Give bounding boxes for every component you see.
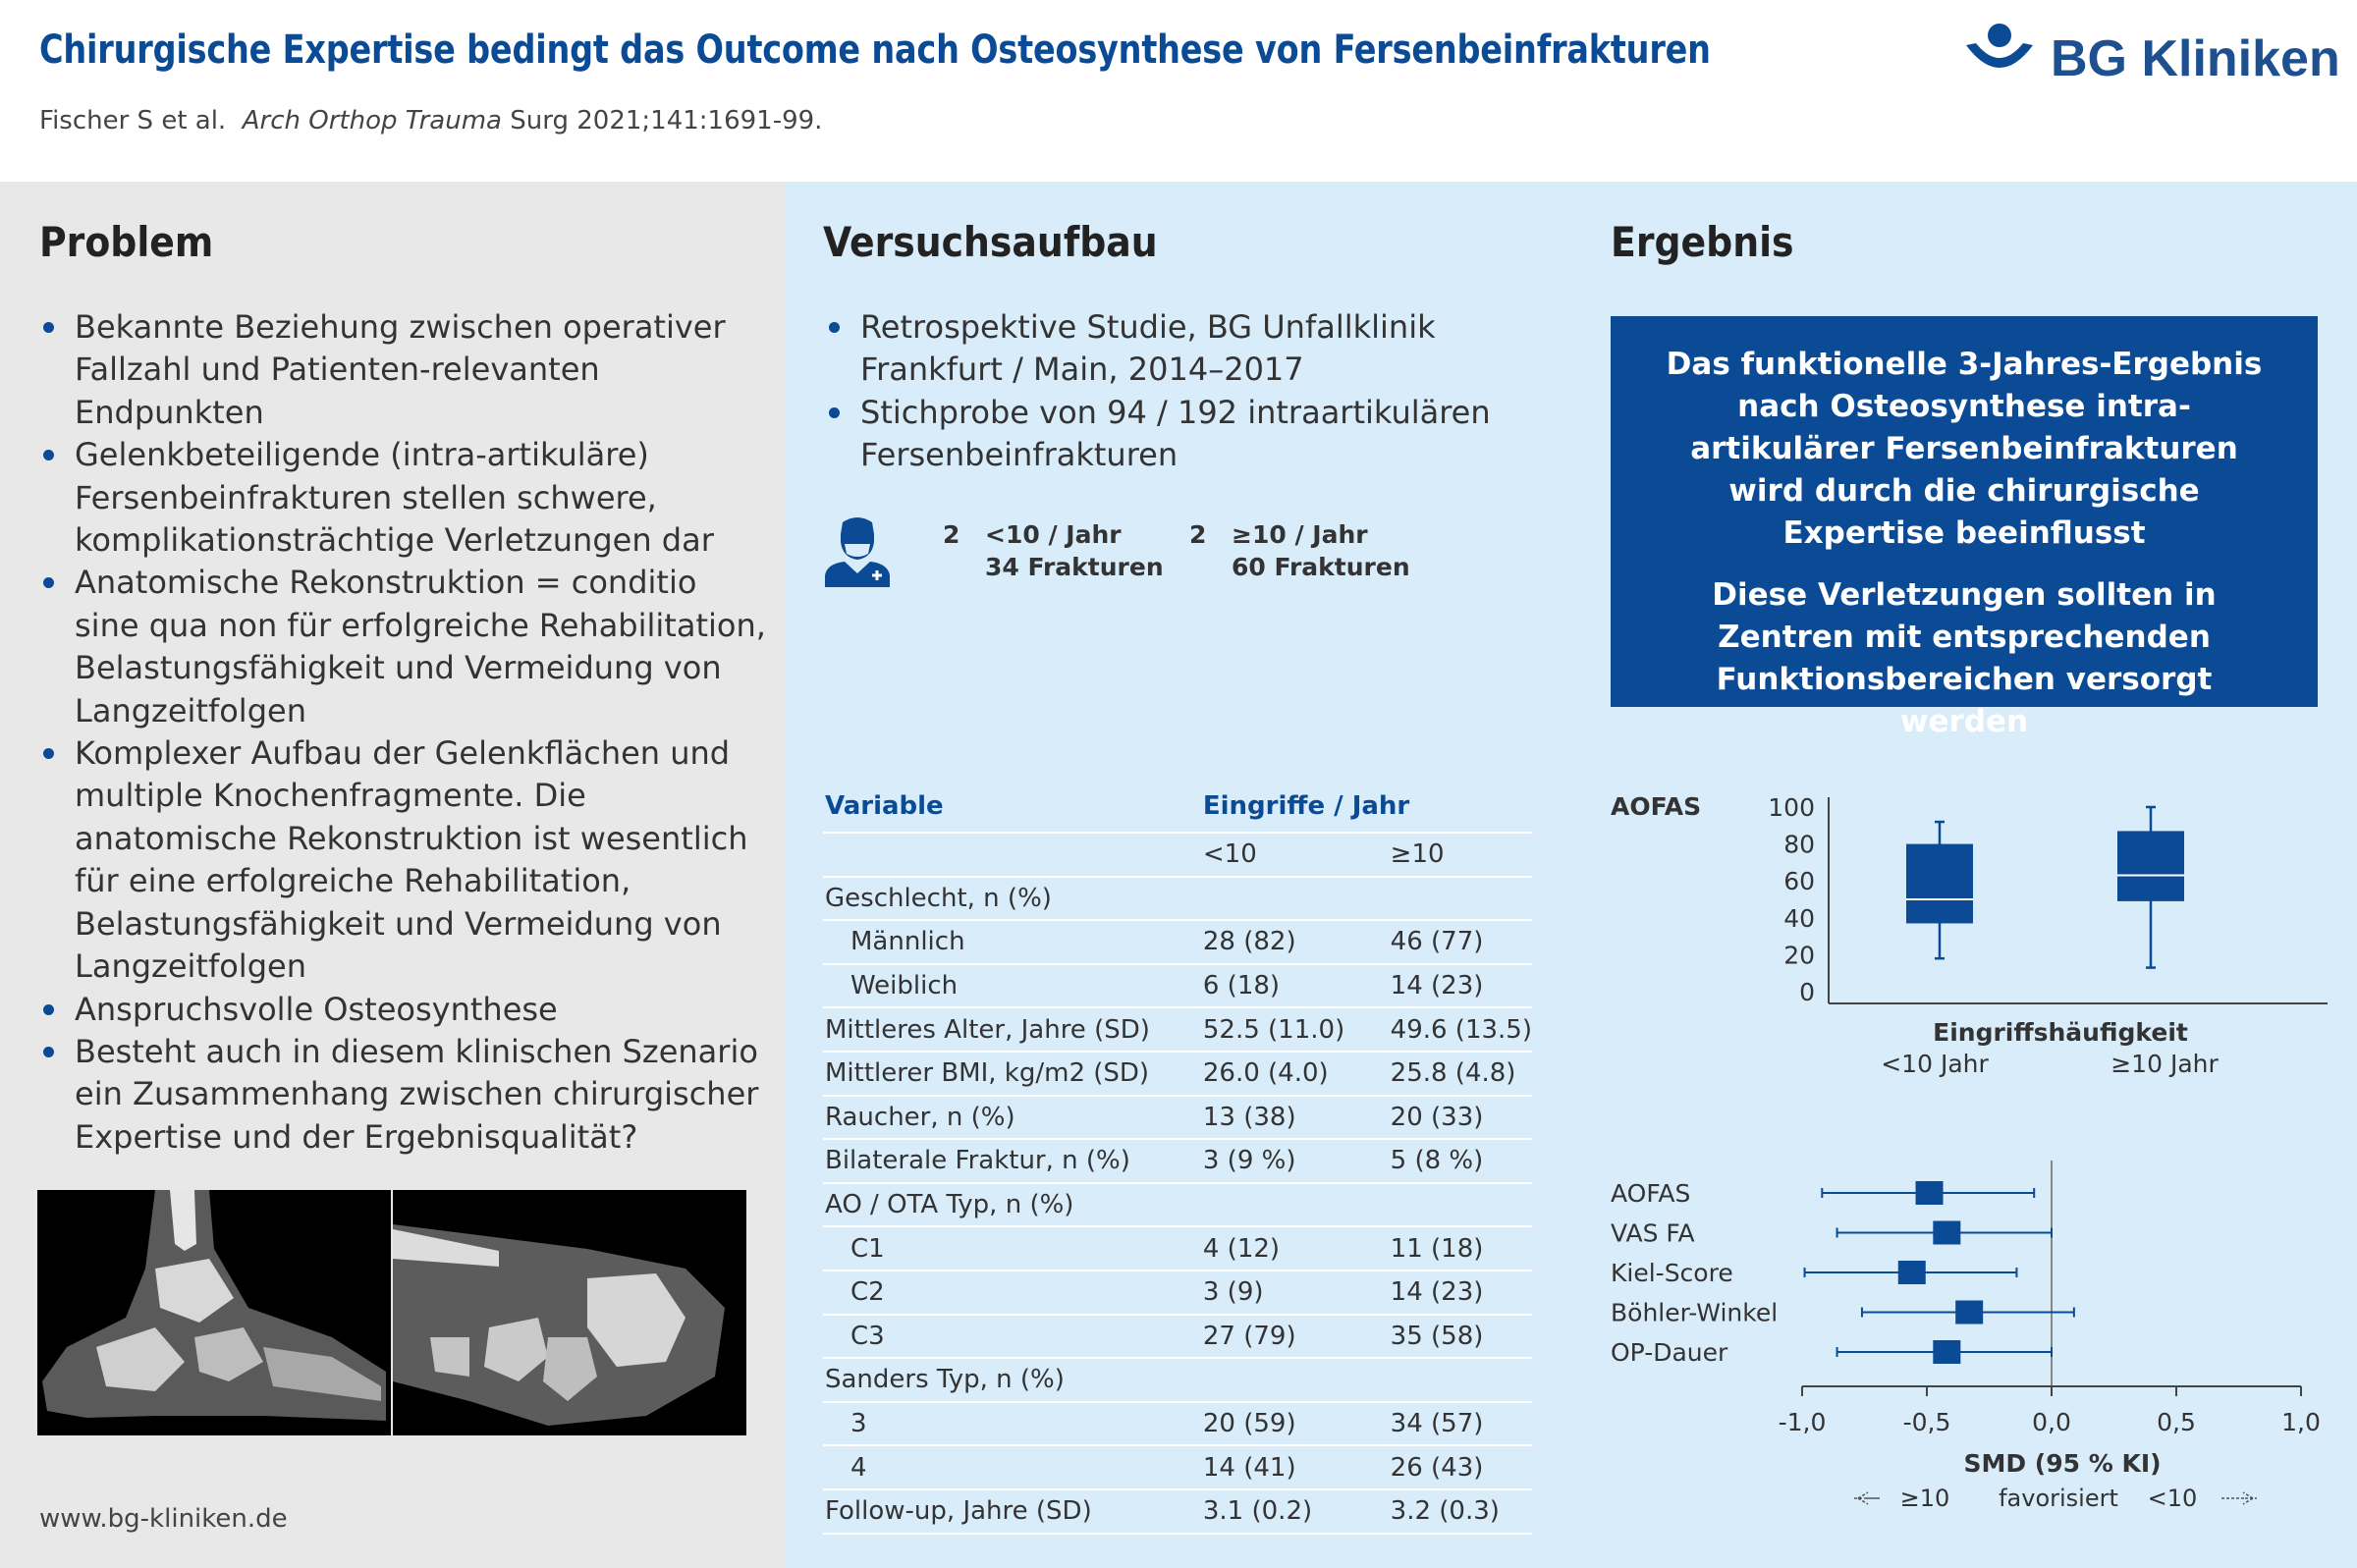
row-value-lt10: [1201, 877, 1389, 921]
list-item: Komplexer Aufbau der Gelenkflächen und multiple Knochenfragmente. Die anatomische Rekonstruktion ist wesentlich für eine erfolgreiche Rehabilitation, Belastungsfähigkeit und Vermeidung von Langzeitfolgen: [39, 732, 766, 988]
row-value-ge10: 11 (18): [1389, 1226, 1532, 1271]
table-row: [823, 1489, 1532, 1534]
group1-count: 2: [943, 520, 960, 549]
row-value-ge10: 14 (23): [1389, 1271, 1532, 1315]
row-value-lt10: 52.5 (11.0): [1201, 1007, 1389, 1052]
forest-row-label: OP-Dauer: [1611, 1338, 1728, 1367]
row-label: 4: [823, 1445, 1201, 1489]
citation-authors: Fischer S et al.: [39, 106, 227, 135]
point-estimate: [1955, 1301, 1983, 1325]
table-row: [823, 1052, 1532, 1096]
x-axis-label: SMD (95 % KI): [1963, 1449, 2162, 1478]
list-item: Anspruchsvolle Osteosynthese: [39, 989, 766, 1031]
surgeon-icon: [823, 513, 892, 587]
row-value-lt10: 4 (12): [1201, 1226, 1389, 1271]
x-tick-label: -0,5: [1902, 1408, 1951, 1436]
group2-count: 2: [1189, 520, 1207, 549]
arrow-right-icon: [2221, 1492, 2257, 1504]
row-label: C2: [823, 1271, 1201, 1315]
box-ge10: [2117, 831, 2184, 900]
table-body: [823, 877, 1532, 1534]
row-value-ge10: 49.6 (13.5): [1389, 1007, 1532, 1052]
y-tick-label: 100: [1768, 793, 1815, 822]
setup-list: [825, 306, 1512, 477]
table-row: [823, 877, 1532, 921]
box-lt10: [1906, 844, 1973, 924]
ct-images: [37, 1190, 746, 1435]
y-tick-label: 80: [1783, 830, 1815, 859]
citation: [39, 106, 822, 135]
row-label: C1: [823, 1226, 1201, 1271]
smd-forest-plot: [1601, 1149, 2347, 1522]
citation-details: Surg 2021;141:1691-99.: [510, 106, 823, 135]
row-value-lt10: 13 (38): [1201, 1096, 1389, 1140]
table-row: [823, 1007, 1532, 1052]
col-variable: Variable: [823, 781, 1201, 833]
row-value-lt10: [1201, 1358, 1389, 1402]
citation-journal: Arch Orthop Trauma: [242, 106, 502, 135]
table-row: [823, 920, 1532, 964]
row-label: Sanders Typ, n (%): [823, 1358, 1201, 1402]
row-label: Männlich: [823, 920, 1201, 964]
table-row: [823, 1139, 1532, 1183]
table-row: [823, 1315, 1532, 1359]
row-value-ge10: 20 (33): [1389, 1096, 1532, 1140]
logo-text: BG Kliniken: [2051, 30, 2340, 87]
group1-frequency: <10 / Jahr: [985, 520, 1122, 549]
poster-title: Chirurgische Expertise bedingt das Outcome nach Osteosynthese von Fersenbeinfrakturen: [39, 27, 1711, 73]
x-category-label: <10 Jahr: [1881, 1050, 1989, 1078]
row-label: 3: [823, 1402, 1201, 1446]
y-tick-label: 0: [1799, 978, 1815, 1006]
group2-fractures: 60 Frakturen: [1232, 553, 1410, 581]
y-tick-label: 60: [1783, 867, 1815, 896]
result-heading: Ergebnis: [1611, 218, 1794, 266]
row-value-ge10: 5 (8 %): [1389, 1139, 1532, 1183]
row-value-lt10: 20 (59): [1201, 1402, 1389, 1446]
forest-row-label: Böhler-Winkel: [1611, 1298, 1779, 1327]
table-row: [823, 1096, 1532, 1140]
list-item: Besteht auch in diesem klinischen Szenario ein Zusammenhang zwischen chirurgischer Expertise und der Ergebnisqualität?: [39, 1031, 766, 1159]
result-statement-1: Das funktionelle 3-Jahres-Ergebnis nach Osteosynthese intra-artikulärer Fersenbeinfrakturen wird durch die chirurgische Expertise beeinflusst: [1666, 347, 2263, 551]
row-value-ge10: 26 (43): [1389, 1445, 1532, 1489]
row-label: Mittlerer BMI, kg/m2 (SD): [823, 1052, 1201, 1096]
list-item: Gelenkbeteiligende (intra-artikuläre) Fersenbeinfrakturen stellen schwere, komplikationsträchtige Verletzungen dar: [39, 434, 766, 562]
group2-frequency: ≥10 / Jahr: [1232, 520, 1368, 549]
row-value-ge10: 25.8 (4.8): [1389, 1052, 1532, 1096]
table-header-row: [823, 781, 1532, 833]
x-tick-label: 0,5: [2157, 1408, 2196, 1436]
row-value-lt10: 26.0 (4.0): [1201, 1052, 1389, 1096]
row-label: Bilaterale Fraktur, n (%): [823, 1139, 1201, 1183]
table-row: [823, 1226, 1532, 1271]
x-tick-label: 1,0: [2281, 1408, 2321, 1436]
point-estimate: [1933, 1340, 1960, 1364]
x-tick-label: 0,0: [2032, 1408, 2071, 1436]
forest-row-label: VAS FA: [1611, 1218, 1695, 1248]
row-value-ge10: 34 (57): [1389, 1402, 1532, 1446]
setup-heading: Versuchsaufbau: [823, 218, 1158, 266]
row-label: Weiblich: [823, 964, 1201, 1008]
list-item: Bekannte Beziehung zwischen operativer Fallzahl und Patienten-relevanten Endpunkten: [39, 306, 766, 434]
list-item: Anatomische Rekonstruktion = conditio sine qua non für erfolgreiche Rehabilitation, Belastungsfähigkeit und Vermeidung von Langzeitfolgen: [39, 562, 766, 732]
aofas-boxplot: [1601, 776, 2347, 1090]
favors-label: favorisiert: [1999, 1485, 2118, 1512]
row-value-ge10: [1389, 1183, 1532, 1227]
col-ge10: ≥10: [1389, 833, 1532, 877]
x-axis-label: Eingriffshäufigkeit: [1933, 1018, 2188, 1047]
result-statement-2: Diese Verletzungen sollten in Zentren mit entsprechenden Funktionsbereichen versorgt werden: [1712, 577, 2217, 739]
y-tick-label: 20: [1783, 941, 1815, 970]
point-estimate: [1933, 1221, 1960, 1245]
row-value-ge10: 14 (23): [1389, 964, 1532, 1008]
table-row: [823, 1358, 1532, 1402]
row-value-lt10: 3.1 (0.2): [1201, 1489, 1389, 1534]
row-value-ge10: 46 (77): [1389, 920, 1532, 964]
row-value-ge10: [1389, 1358, 1532, 1402]
result-box: [1611, 316, 2318, 739]
row-value-ge10: 35 (58): [1389, 1315, 1532, 1359]
row-value-lt10: 3 (9 %): [1201, 1139, 1389, 1183]
row-label: Follow-up, Jahre (SD): [823, 1489, 1201, 1534]
table-row: [823, 1402, 1532, 1446]
list-item: Retrospektive Studie, BG Unfallklinik Frankfurt / Main, 2014–2017: [825, 306, 1512, 392]
row-label: Geschlecht, n (%): [823, 877, 1201, 921]
favors-right-label: <10: [2147, 1485, 2198, 1512]
point-estimate: [1916, 1181, 1944, 1205]
row-value-lt10: 14 (41): [1201, 1445, 1389, 1489]
row-label: Raucher, n (%): [823, 1096, 1201, 1140]
row-label: AO / OTA Typ, n (%): [823, 1183, 1201, 1227]
row-value-lt10: 3 (9): [1201, 1271, 1389, 1315]
row-value-lt10: 27 (79): [1201, 1315, 1389, 1359]
table-row: [823, 964, 1532, 1008]
col-lt10: <10: [1201, 833, 1389, 877]
table-row: [823, 1183, 1532, 1227]
x-category-label: ≥10 Jahr: [2110, 1050, 2219, 1078]
table-row: [823, 1445, 1532, 1489]
table-subheader-row: [823, 833, 1532, 877]
boxplot-title: AOFAS: [1611, 792, 1702, 821]
row-value-lt10: [1201, 1183, 1389, 1227]
footer-url[interactable]: www.bg-kliniken.de: [39, 1504, 288, 1534]
group1-fractures: 34 Frakturen: [985, 553, 1164, 581]
row-label: C3: [823, 1315, 1201, 1359]
point-estimate: [1898, 1261, 1926, 1284]
arrow-left-icon: [1854, 1492, 1880, 1504]
row-value-lt10: 28 (82): [1201, 920, 1389, 964]
favors-left-label: ≥10: [1899, 1485, 1950, 1512]
row-value-lt10: 6 (18): [1201, 964, 1389, 1008]
characteristics-table: [823, 781, 1532, 1535]
forest-row-label: AOFAS: [1611, 1179, 1691, 1208]
x-tick-label: -1,0: [1778, 1408, 1827, 1436]
row-value-ge10: [1389, 877, 1532, 921]
table-row: [823, 1271, 1532, 1315]
forest-row-label: Kiel-Score: [1611, 1259, 1733, 1287]
y-tick-label: 40: [1783, 903, 1815, 933]
row-label: Mittleres Alter, Jahre (SD): [823, 1007, 1201, 1052]
row-value-ge10: 3.2 (0.3): [1389, 1489, 1532, 1534]
list-item: Stichprobe von 94 / 192 intraartikulären Fersenbeinfrakturen: [825, 392, 1512, 477]
col-group: Eingriffe / Jahr: [1201, 781, 1532, 833]
problem-heading: Problem: [39, 218, 214, 266]
problem-list: [39, 306, 766, 1159]
